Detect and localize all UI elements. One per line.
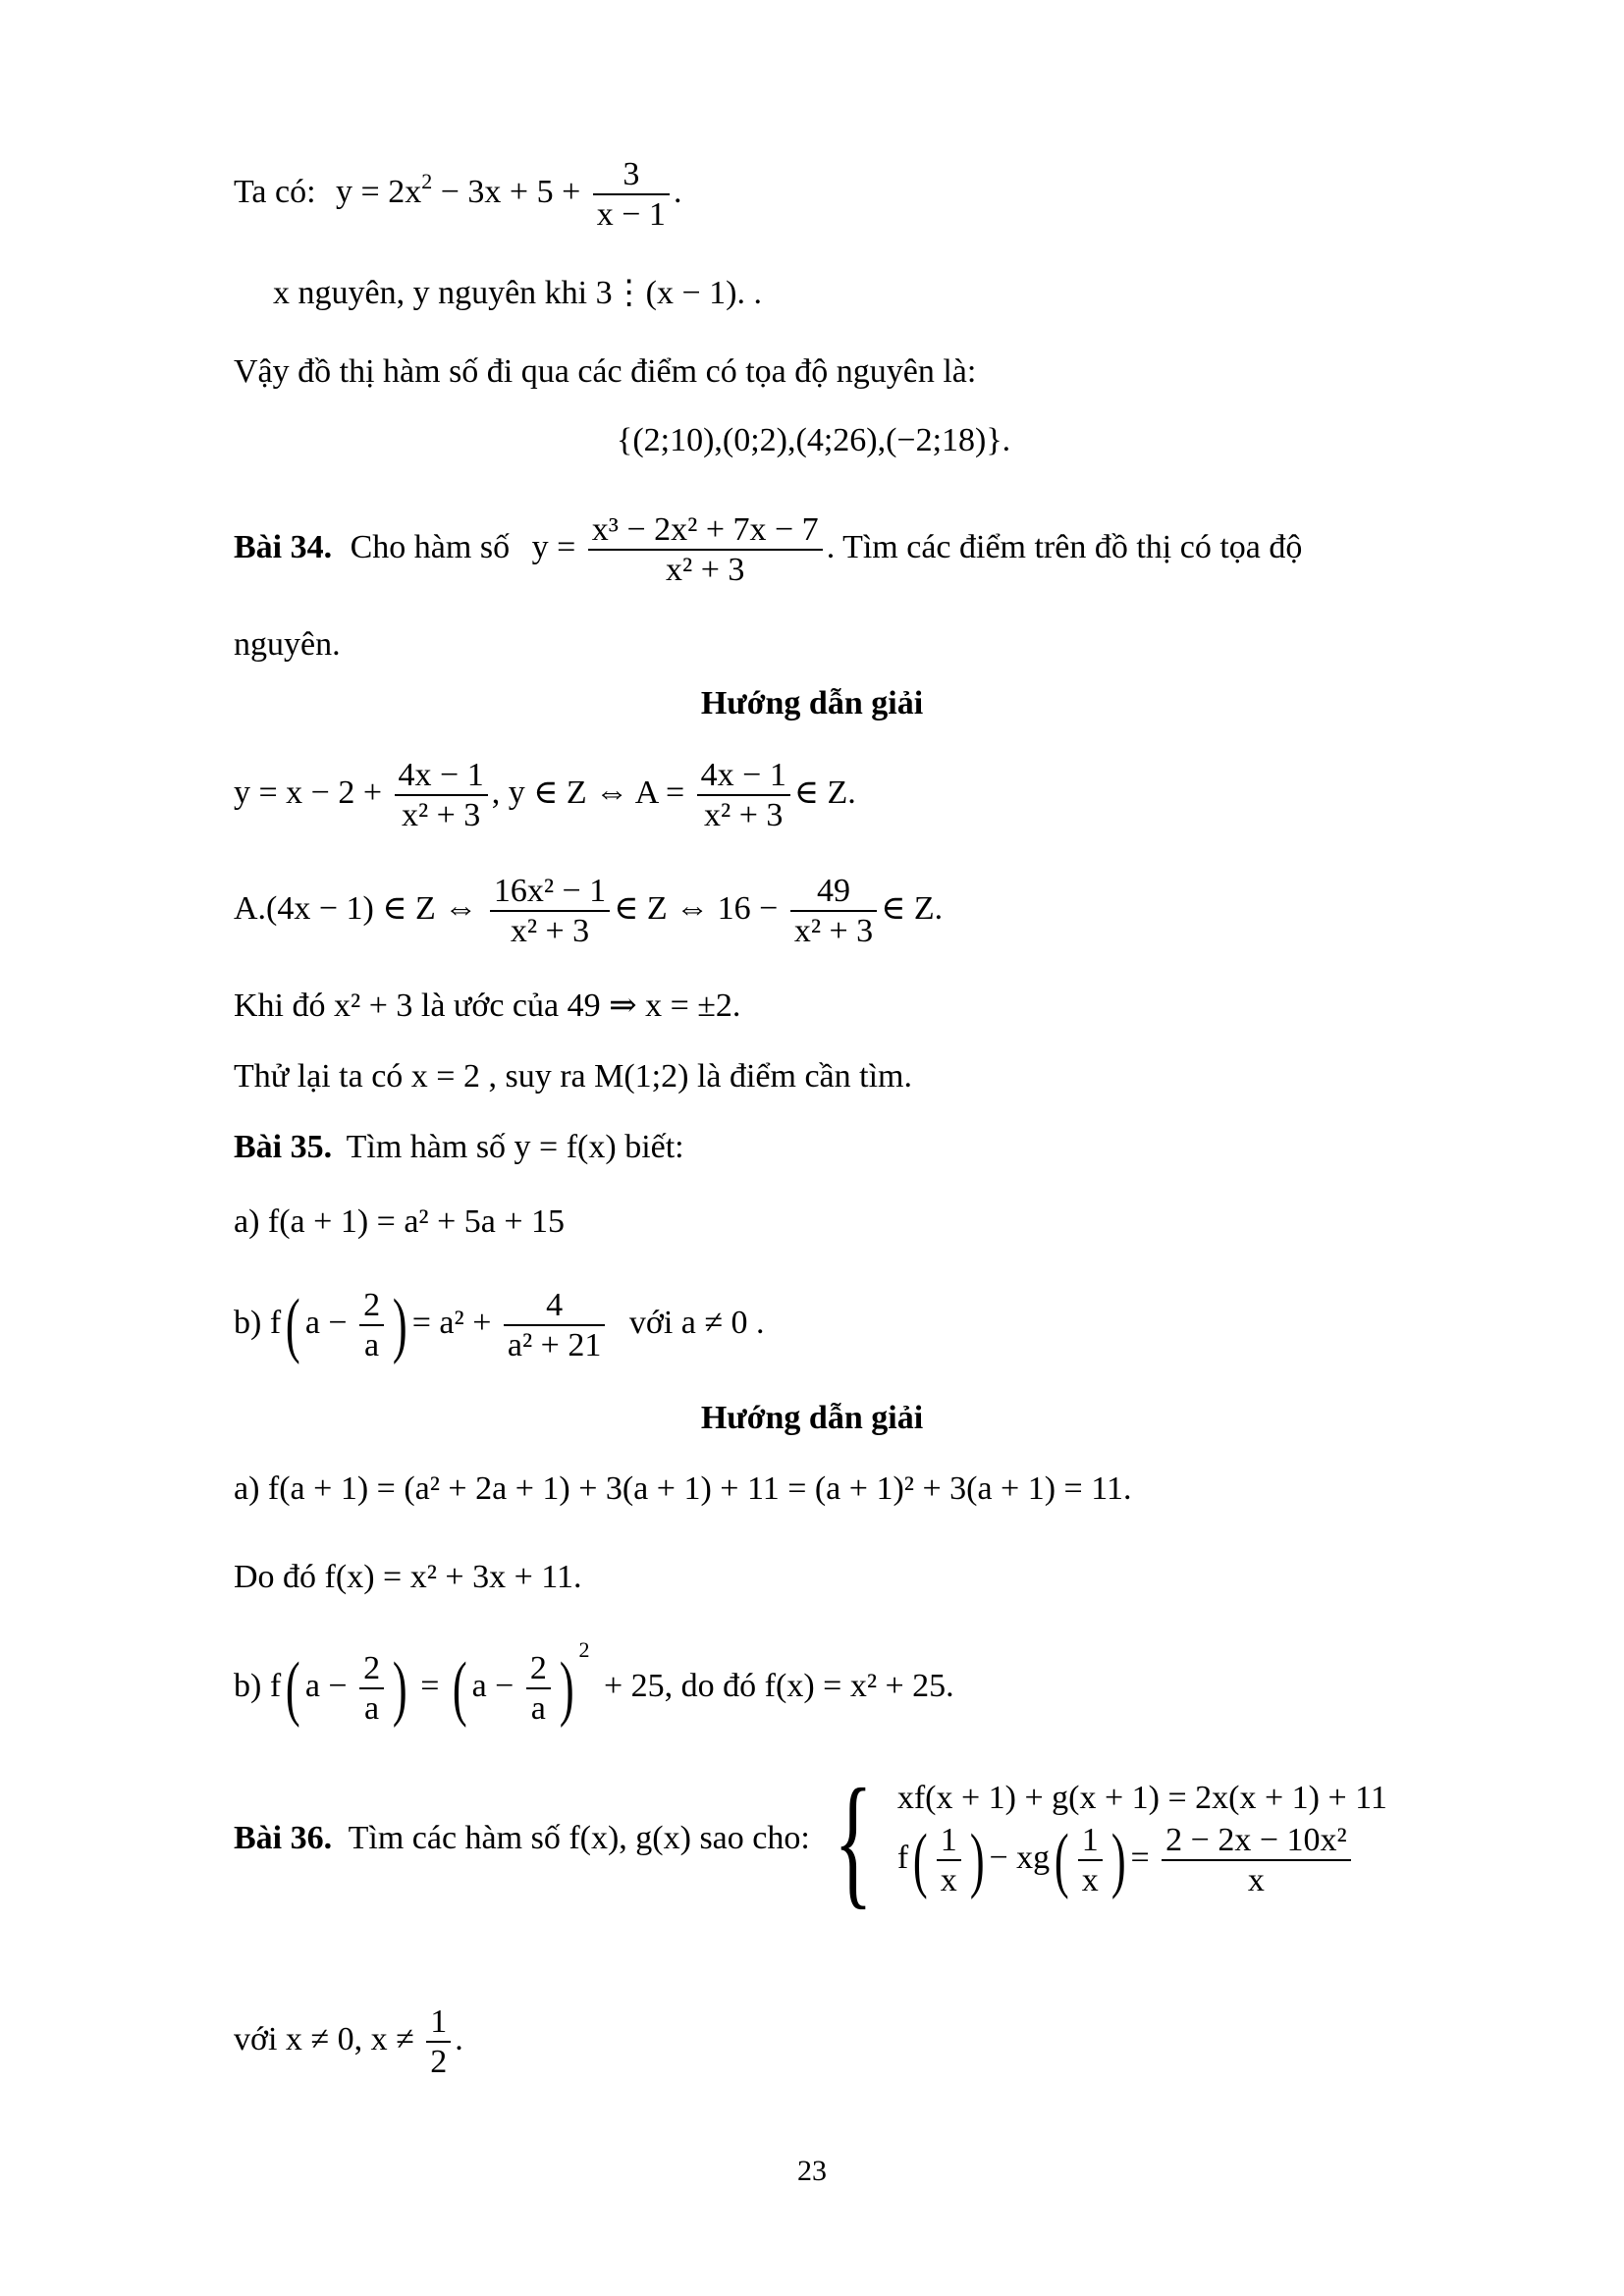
exercise-36: Bài 36. Tìm các hàm số f(x), g(x) sao cho: { xf(x + 1) + g(x + 1) = 2x(x + 1) + 11 f( $\frac{1}{x}$ ) − xg( $\frac{1}{x}$ ) = $\frac{\text{2 − 2x − 10x²}}{x}$: [234, 1759, 1387, 1922]
solution-35-a: a) f(a + 1) = (a² + 2a + 1) + 3(a + 1) + 11 = (a + 1)² + 3(a + 1) = 11.: [234, 1470, 1132, 1507]
exercise-35-b: b) f( a − $\frac{2}{a}$ ) = a² + $\frac{4}{\text{a² + 21}}$ với a ≠ 0 .: [234, 1285, 765, 1366]
solution-line-3: Khi đó x² + 3 là ước của 49 ⇒ x = ±2.: [234, 988, 741, 1024]
exercise-34: Bài 34. Cho hàm số y = $\frac{\text{x³ − 2x² + 7x − 7}}{\text{x² + 3}}$ . Tìm các điểm trên đồ thị có tọa độ: [234, 511, 1303, 589]
exercise-title: Bài 34.: [234, 528, 333, 565]
solution-35-b: b) f( a − $\frac{2}{a}$ ) = ( a − $\frac{2}{a}$ ) $^2$ + 25, do đó f(x) = x² + 25.: [234, 1636, 954, 1730]
solution-35-conclusion: Do đó f(x) = x² + 3x + 11.: [234, 1559, 582, 1595]
equation: $y = 2x^2 - 3x + 5$ + $\frac{3}{x - 1}$ .: [336, 156, 682, 234]
exercise-title: Bài 35.: [234, 1129, 333, 1165]
fraction: $\frac{\text{x³ − 2x² + 7x − 7}}{\text{x² + 3}}$: [588, 510, 823, 589]
text-line: nguyên.: [234, 626, 341, 663]
condition-line: với x ≠ 0, x ≠ $\frac{1}{2}$ .: [234, 2003, 463, 2081]
point-set: {(2;10),(0;2),(4;26),(−2;18)}.: [617, 422, 1011, 458]
system-brace: {: [834, 1759, 874, 1922]
solution-line-2: A.(4x − 1) ∈ Z ⇔ $\frac{\text{16x² − 1}}{\text{x² + 3}}$ ∈ Z ⇔ 16 − $\frac{49}{\text{x² + 3}}$ ∈ Z.: [234, 873, 944, 950]
exercise-35: Bài 35. Tìm hàm số y = f(x) biết:: [234, 1129, 684, 1165]
fraction: $\frac{3}{x - 1}$: [593, 155, 670, 234]
section-heading: Hướng dẫn giải: [700, 1400, 924, 1436]
exercise-35-a: a) f(a + 1) = a² + 5a + 15: [234, 1203, 566, 1240]
equation-line-1: [234, 155, 681, 234]
solution-line-4: Thử lại ta có x = 2 , suy ra M(1;2) là điểm cần tìm.: [234, 1058, 912, 1095]
exercise-title: Bài 36.: [234, 1819, 333, 1856]
section-heading: Hướng dẫn giải: [700, 685, 924, 721]
text-line-2: x nguyên, y nguyên khi 3⋮(x − 1). .: [273, 275, 762, 311]
equation-system: xf(x + 1) + g(x + 1) = 2x(x + 1) + 11 f( $\frac{1}{x}$ ) − xg( $\frac{1}{x}$ ) = $\frac{\text{2 − 2x − 10x²}}{x}$: [896, 1779, 1387, 1900]
solution-line-1: y = x − 2 + $\frac{4x - 1}{\text{x² + 3}}$ , y ∈ Z ⇔ A = $\frac{4x - 1}{\text{x² + 3}}$ ∈ Z.: [234, 757, 856, 834]
text: Ta có:: [234, 173, 316, 210]
page-number: 23: [797, 2155, 827, 2187]
text-line-3: Vậy đồ thị hàm số đi qua các điểm có tọa độ nguyên là:: [234, 353, 977, 390]
